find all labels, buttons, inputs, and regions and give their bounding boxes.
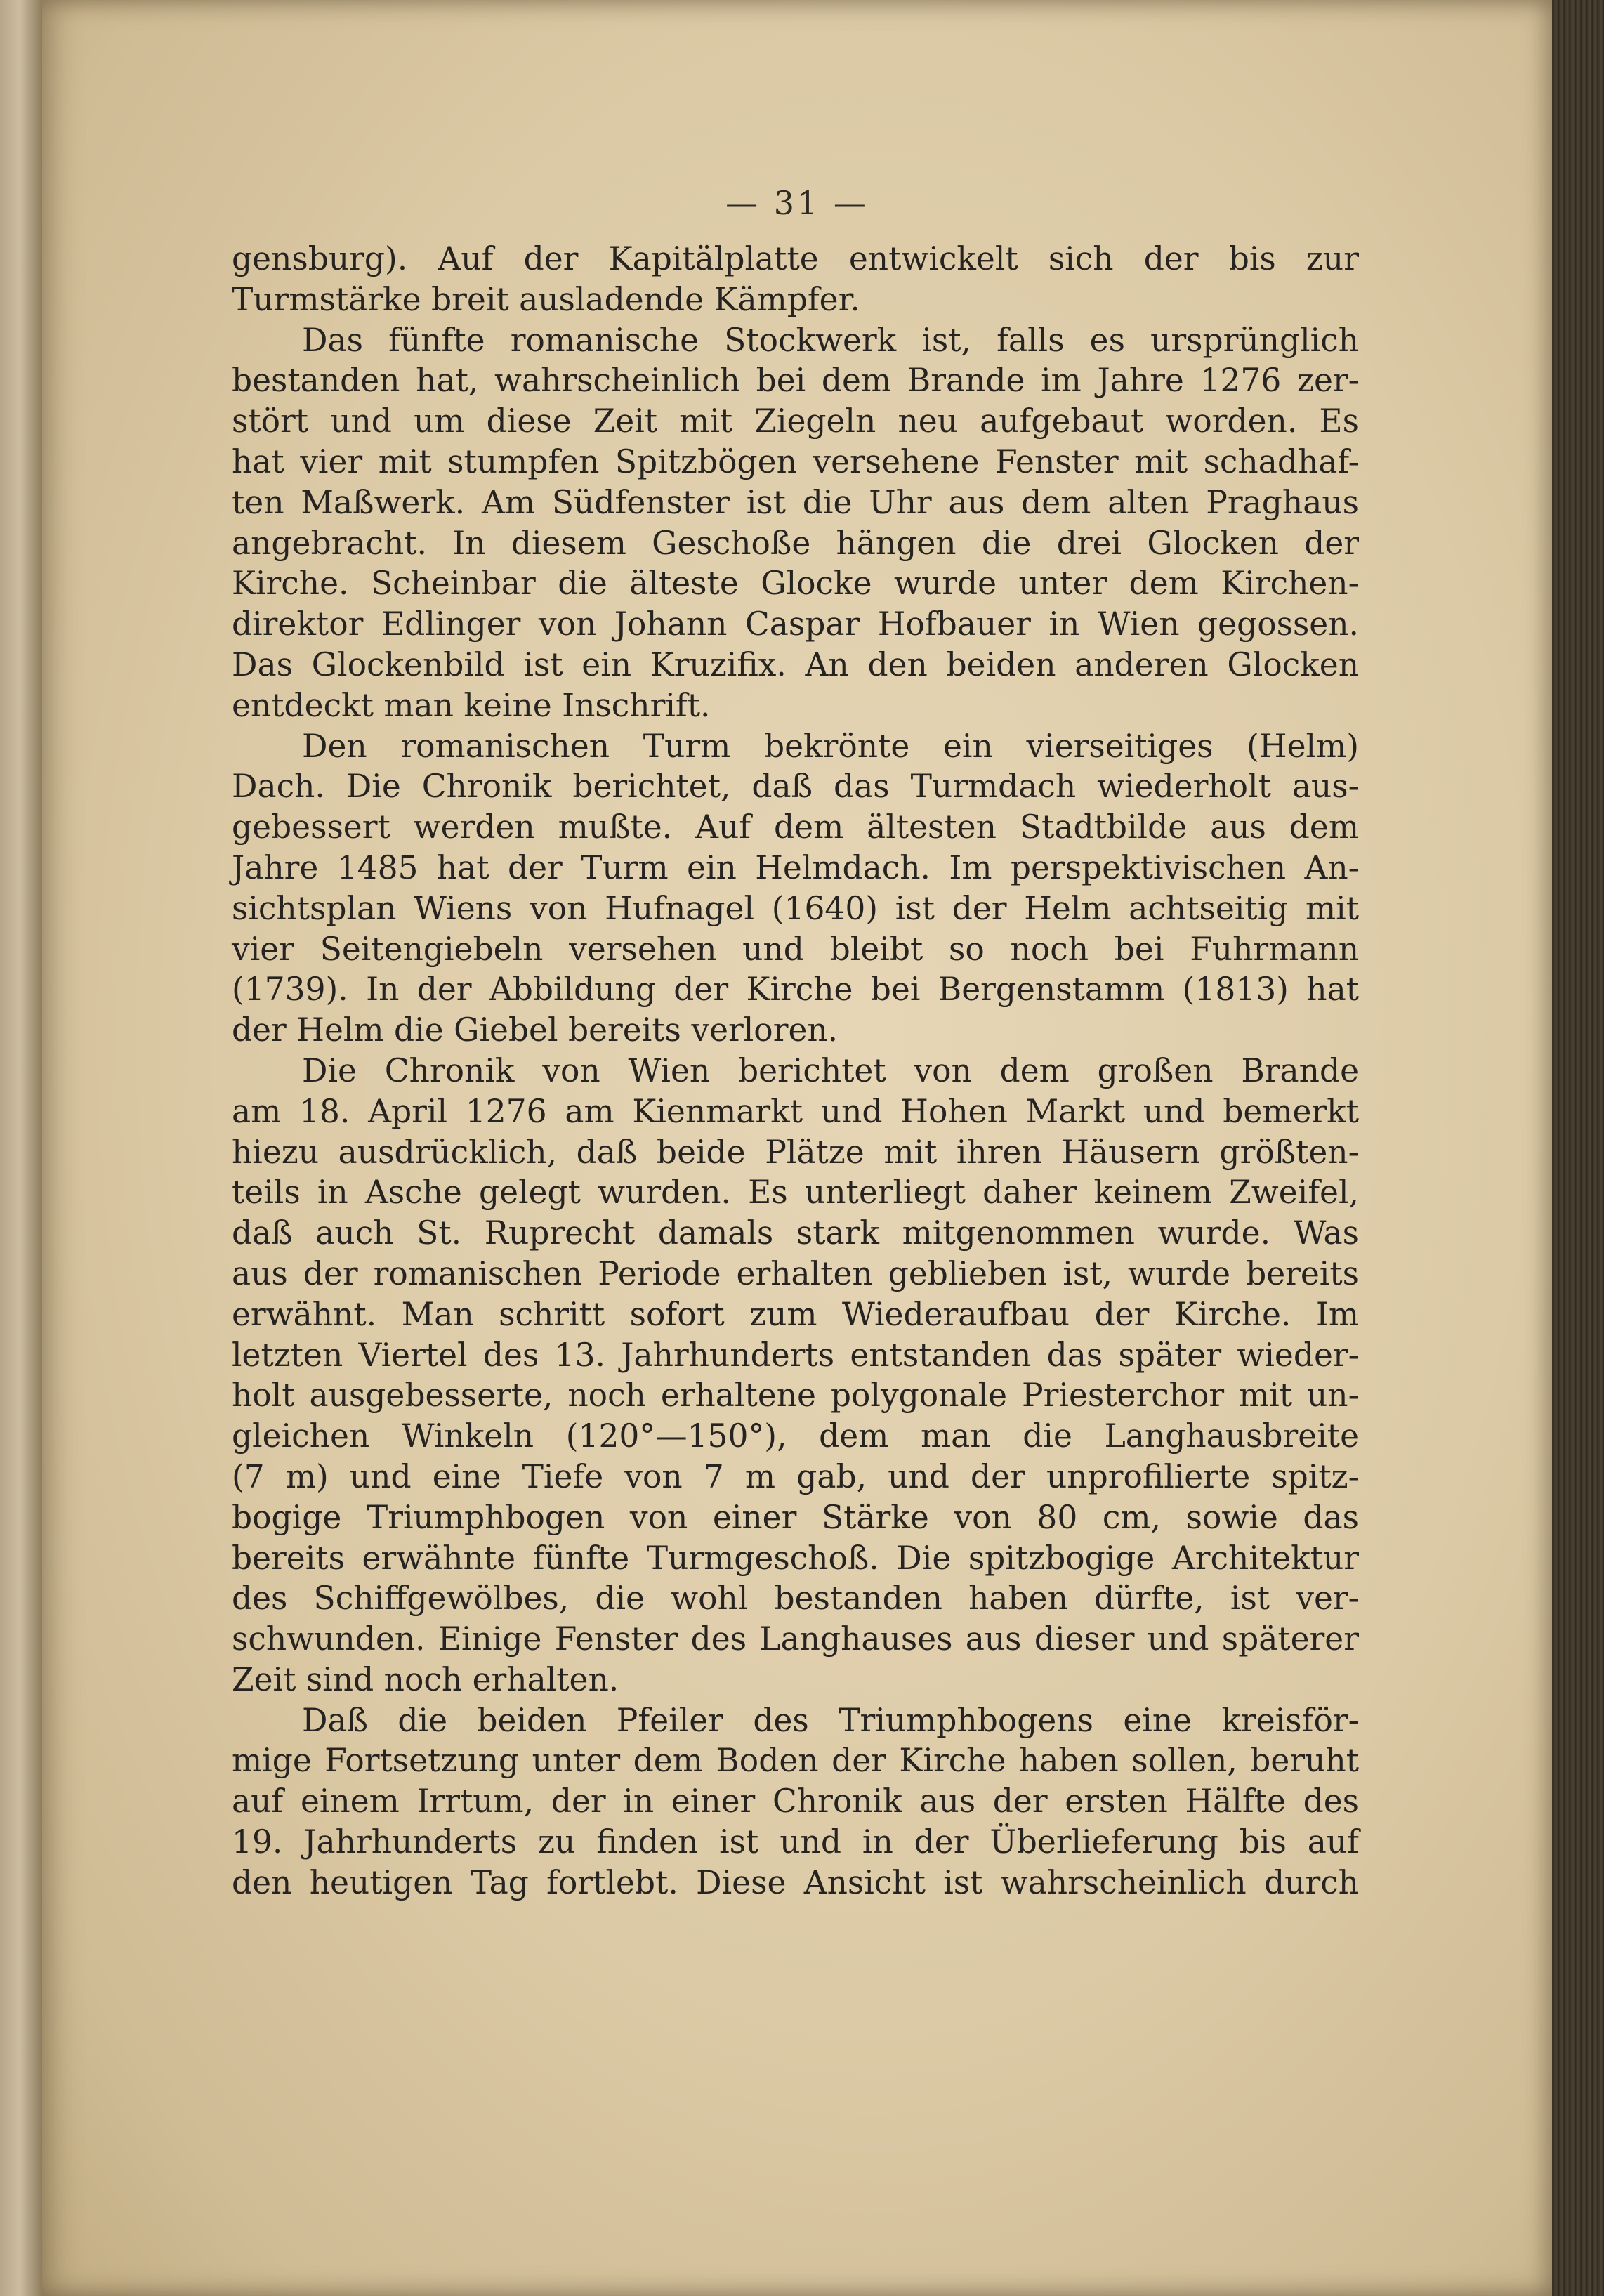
text-line: 19. Jahrhunderts zu finden ist und in der Überlieferung bis auf: [232, 1823, 1359, 1861]
text-line: entdeckt man keine Inschrift.: [232, 686, 711, 724]
text-line: schwunden. Einige Fenster des Langhauses aus dieser und späterer: [232, 1620, 1359, 1658]
text-line: aus der romanischen Periode erhalten geblieben ist, wurde bereits: [232, 1254, 1359, 1292]
text-line: erwähnt. Man schritt sofort zum Wiederaufbau der Kirche. Im: [232, 1295, 1359, 1333]
text-line: Den romanischen Turm bekrönte ein vierseitiges (Helm): [302, 727, 1359, 765]
text-line: sichtsplan Wiens von Hufnagel (1640) ist der Helm achtseitig mit: [232, 889, 1359, 927]
text-line: ten Maßwerk. Am Südfenster ist die Uhr aus dem alten Praghaus: [232, 483, 1359, 521]
text-line: Das fünfte romanische Stockwerk ist, falls es ursprünglich: [302, 321, 1359, 359]
text-line: den heutigen Tag fortlebt. Diese Ansicht ist wahrscheinlich durch: [232, 1863, 1359, 1901]
text-line: Die Chronik von Wien berichtet von dem großen Brande: [302, 1051, 1359, 1089]
page-stack-edge: [1548, 0, 1604, 2296]
text-line: (1739). In der Abbildung der Kirche bei Bergenstamm (1813) hat: [232, 971, 1359, 1009]
text-line: Jahre 1485 hat der Turm ein Helmdach. Im perspektivischen An-: [232, 848, 1359, 886]
text-line: am 18. April 1276 am Kienmarkt und Hohen Markt und bemerkt: [232, 1092, 1359, 1130]
text-line: teils in Asche gelegt wurden. Es unterliegt daher keinem Zweifel,: [232, 1174, 1359, 1212]
text-line: Turmstärke breit ausladende Kämpfer.: [232, 280, 860, 318]
text-line: (7 m) und eine Tiefe von 7 m gab, und der unprofilierte spitz-: [232, 1457, 1359, 1495]
text-line: holt ausgebesserte, noch erhaltene polygonale Priesterchor mit un-: [232, 1377, 1359, 1415]
text-line: vier Seitengiebeln versehen und bleibt so noch bei Fuhrmann: [232, 930, 1359, 968]
text-line: bogige Triumphbogen von einer Stärke von 80 cm, sowie das: [232, 1498, 1359, 1536]
text-line: hat vier mit stumpfen Spitzbögen versehene Fenster mit schadhaf-: [232, 442, 1359, 480]
text-line: Kirche. Scheinbar die älteste Glocke wurde unter dem Kirchen-: [232, 565, 1359, 603]
text-line: des Schiffgewölbes, die wohl bestanden haben dürfte, ist ver-: [232, 1580, 1359, 1618]
text-line: hiezu ausdrücklich, daß beide Plätze mit ihren Häusern größten-: [232, 1133, 1359, 1171]
text-line: bereits erwähnte fünfte Turmgeschoß. Die spitzbogige Architektur: [232, 1539, 1359, 1577]
text-line: der Helm die Giebel bereits verloren.: [232, 1011, 839, 1049]
text-line: gensburg). Auf der Kapitälplatte entwickelt sich der bis zur: [232, 240, 1359, 277]
text-line: direktor Edlinger von Johann Caspar Hofbauer in Wien gegossen.: [232, 605, 1359, 643]
text-line: Das Glockenbild ist ein Kruzifix. An den beiden anderen Glocken: [232, 645, 1359, 683]
text-line: Zeit sind noch erhalten.: [232, 1660, 619, 1698]
text-line: mige Fortsetzung unter dem Boden der Kirche haben sollen, beruht: [232, 1742, 1359, 1780]
text-line: auf einem Irrtum, der in einer Chronik aus der ersten Hälfte des: [232, 1783, 1359, 1821]
text-line: gleichen Winkeln (120°—150°), dem man die Langhausbreite: [232, 1417, 1359, 1455]
text-line: Dach. Die Chronik berichtet, daß das Turmdach wiederholt aus-: [232, 768, 1359, 806]
text-line: letzten Viertel des 13. Jahrhunderts entstanden das später wieder-: [232, 1336, 1359, 1374]
book-page: [42, 0, 1552, 2296]
text-line: daß auch St. Ruprecht damals stark mitgenommen wurde. Was: [232, 1214, 1359, 1252]
text-line: angebracht. In diesem Geschoße hängen die drei Glocken der: [232, 524, 1359, 562]
text-line: bestanden hat, wahrscheinlich bei dem Brande im Jahre 1276 zer-: [232, 362, 1359, 400]
page-number: — 31 —: [725, 184, 869, 222]
body-text: [232, 239, 1359, 1903]
text-line: Daß die beiden Pfeiler des Triumphbogens eine kreisför-: [302, 1701, 1359, 1739]
text-line: stört und um diese Zeit mit Ziegeln neu aufgebaut worden. Es: [232, 402, 1359, 440]
text-line: gebessert werden mußte. Auf dem ältesten Stadtbilde aus dem: [232, 808, 1359, 846]
